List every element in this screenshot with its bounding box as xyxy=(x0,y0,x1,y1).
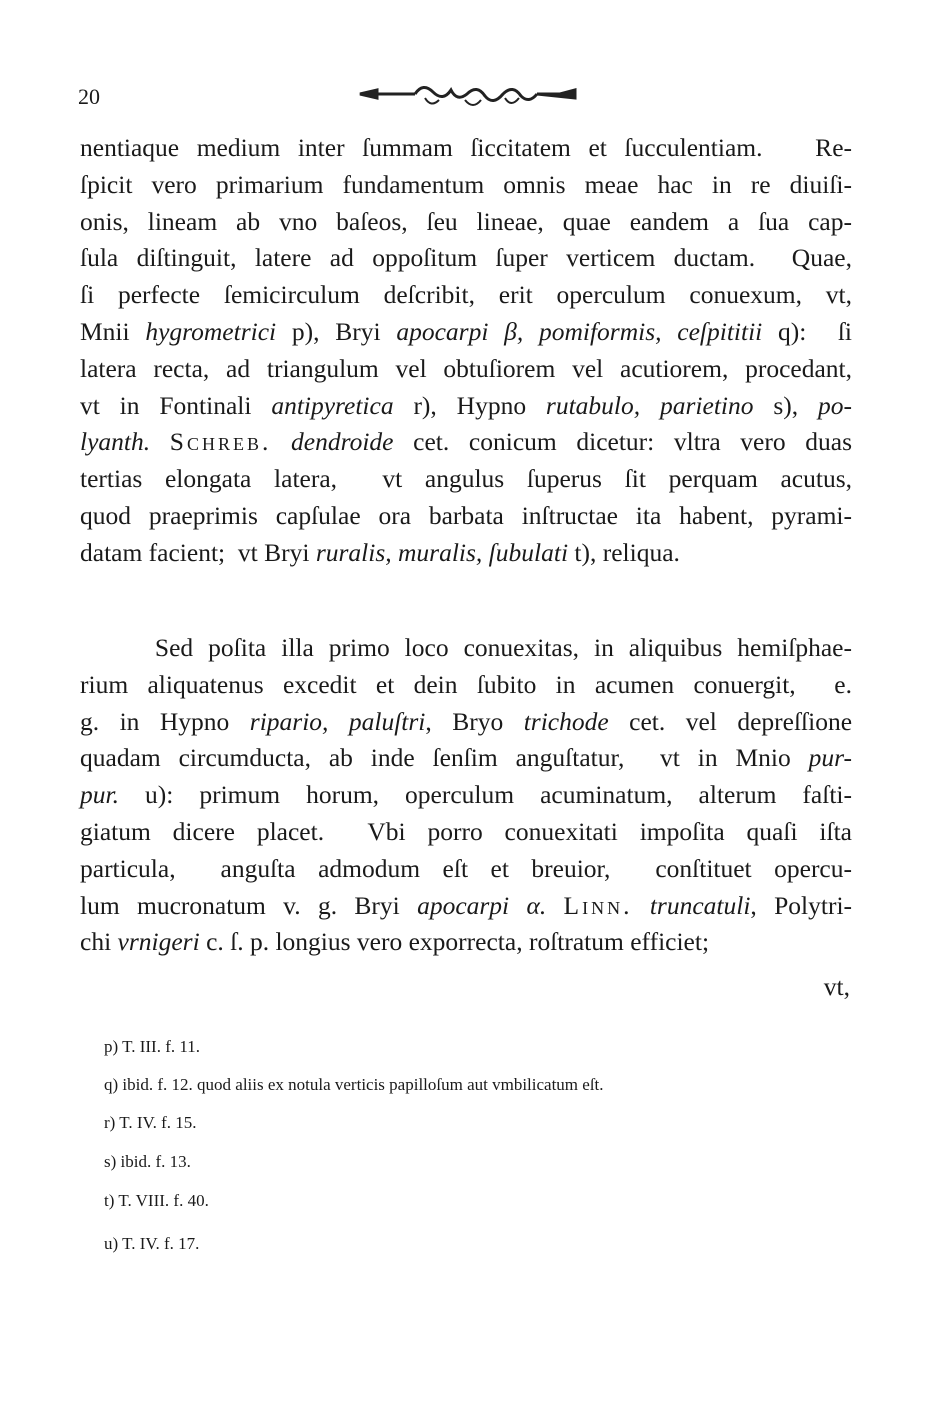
footnote: p) T. III. f. 11. xyxy=(104,1037,200,1056)
italic-text: pur- xyxy=(808,743,852,773)
text-segment: s), xyxy=(753,390,818,420)
text-line xyxy=(80,317,852,347)
header-ornament-icon xyxy=(355,80,580,112)
italic-text: hygrometrici xyxy=(145,317,277,346)
italic-text: trichode xyxy=(523,706,609,736)
italic-text: dendroide xyxy=(291,427,394,457)
text-line xyxy=(80,670,852,700)
text-segment: giatum dicere placet. Vbi porro conuexitati impoſita quaſi iſta xyxy=(80,817,852,846)
text-segment: , Bryo xyxy=(425,706,524,736)
page-number: 20 xyxy=(78,84,100,109)
text-segment: onis, lineam ab vno baſeos, ſeu lineae, quae eandem a ſua cap- xyxy=(80,206,852,236)
text-segment: Schreb. xyxy=(169,427,272,457)
footnote: q) ibid. f. 12. quod aliis ex notula verticis papilloſum aut vmbilicatum eſt. xyxy=(104,1075,604,1094)
text-segment: ſula diſtinguit, latere ad oppoſitum ſuper verticem ductam. Quae, xyxy=(80,243,852,273)
text-segment: quod praeprimis capſulae ora barbata inſtructae ita habent, pyrami- xyxy=(80,501,852,530)
text-segment: u): primum horum, operculum acuminatum, alterum faſti- xyxy=(118,780,852,810)
text-segment: ſi perfecte ſemicirculum deſcribit, erit operculum conuexum, vt, xyxy=(80,280,852,310)
text-line xyxy=(80,817,852,847)
text-segment: rium aliquatenus excedit et dein ſubito in acumen conuergit, e. xyxy=(80,669,852,699)
text-line xyxy=(80,133,852,163)
text-segment: q): ſi xyxy=(762,317,853,346)
text-line xyxy=(80,854,852,884)
text-line xyxy=(80,891,852,921)
text-segment xyxy=(150,427,170,456)
text-line xyxy=(80,464,852,494)
text-segment: vt in Fontinali xyxy=(80,390,272,420)
text-segment: t), reliqua. xyxy=(568,537,680,567)
text-line xyxy=(80,243,852,273)
italic-text: apocarpi β, pomiformis, ceſpititii xyxy=(396,317,763,346)
text-segment: quadam circumducta, ab inde ſenſim anguſtatur, vt in Mnio xyxy=(80,743,809,773)
text-line xyxy=(80,780,852,810)
italic-text: po- xyxy=(818,390,852,420)
text-segment: particula, anguſta admodum eſt et breuior, conſtituet opercu- xyxy=(80,853,852,883)
text-segment: Mnii xyxy=(80,317,146,346)
italic-text: antipyretica xyxy=(271,390,394,420)
text-segment: cet. vel depreſſione xyxy=(608,706,853,736)
text-segment: chi xyxy=(80,927,118,957)
italic-text: vrnigeri xyxy=(117,927,200,957)
text-segment: Sed poſita illa primo loco conuexitas, in aliquibus hemiſphae- xyxy=(80,633,852,662)
text-segment: g. in Hypno xyxy=(80,706,250,736)
text-segment: latera recta, ad triangulum vel obtuſiorem vel acutiorem, procedant, xyxy=(80,353,852,383)
italic-text: ripario, paluſtri xyxy=(249,706,426,736)
text-line xyxy=(80,280,852,310)
italic-text: lyanth. xyxy=(80,427,151,457)
italic-text: apocarpi α. xyxy=(417,890,547,920)
text-segment xyxy=(546,891,563,920)
text-line xyxy=(80,170,852,200)
italic-text: truncatuli xyxy=(649,890,751,920)
text-segment: tertias elongata latera, vt angulus ſuperus ſit perquam acutus, xyxy=(80,464,852,494)
footnote: r) T. IV. f. 15. xyxy=(104,1113,197,1132)
text-line xyxy=(80,633,852,663)
text-segment: r), Hypno xyxy=(393,390,546,420)
text-line xyxy=(80,743,852,773)
italic-text: pur. xyxy=(80,780,119,810)
text-line xyxy=(80,354,852,384)
text-segment: c. ſ. p. longius vero exporrecta, roſtratum efficiet; xyxy=(199,927,710,957)
text-segment: datam facient; vt Bryi xyxy=(80,537,316,567)
text-line xyxy=(80,207,852,237)
footnote: s) ibid. f. 13. xyxy=(104,1152,191,1171)
text-segment: p), Bryi xyxy=(276,317,397,346)
text-line xyxy=(80,501,852,531)
text-line xyxy=(80,927,852,957)
italic-text: ruralis, muralis, ſubulati xyxy=(315,537,569,567)
text-line xyxy=(80,391,852,421)
text-line xyxy=(80,427,852,457)
text-segment: nentiaque medium inter ſummam ſiccitatem et ſucculentiam. Re- xyxy=(80,133,852,162)
text-segment: lum mucronatum v. g. Bryi xyxy=(80,890,418,920)
footnote: t) T. VIII. f. 40. xyxy=(104,1191,209,1210)
text-segment: , Polytri- xyxy=(750,890,853,920)
footnote: u) T. IV. f. 17. xyxy=(104,1234,200,1253)
text-segment: cet. conicum dicetur: vltra vero duas xyxy=(393,427,853,457)
text-line xyxy=(80,538,852,568)
text-segment xyxy=(271,427,291,456)
text-segment: Linn. xyxy=(563,890,633,920)
text-segment xyxy=(633,891,650,920)
italic-text: rutabulo, parietino xyxy=(545,390,754,420)
catchword: vt, xyxy=(823,972,850,1001)
text-line xyxy=(80,707,852,737)
text-segment: ſpicit vero primarium fundamentum omnis meae hac in re diuiſi- xyxy=(80,169,852,199)
